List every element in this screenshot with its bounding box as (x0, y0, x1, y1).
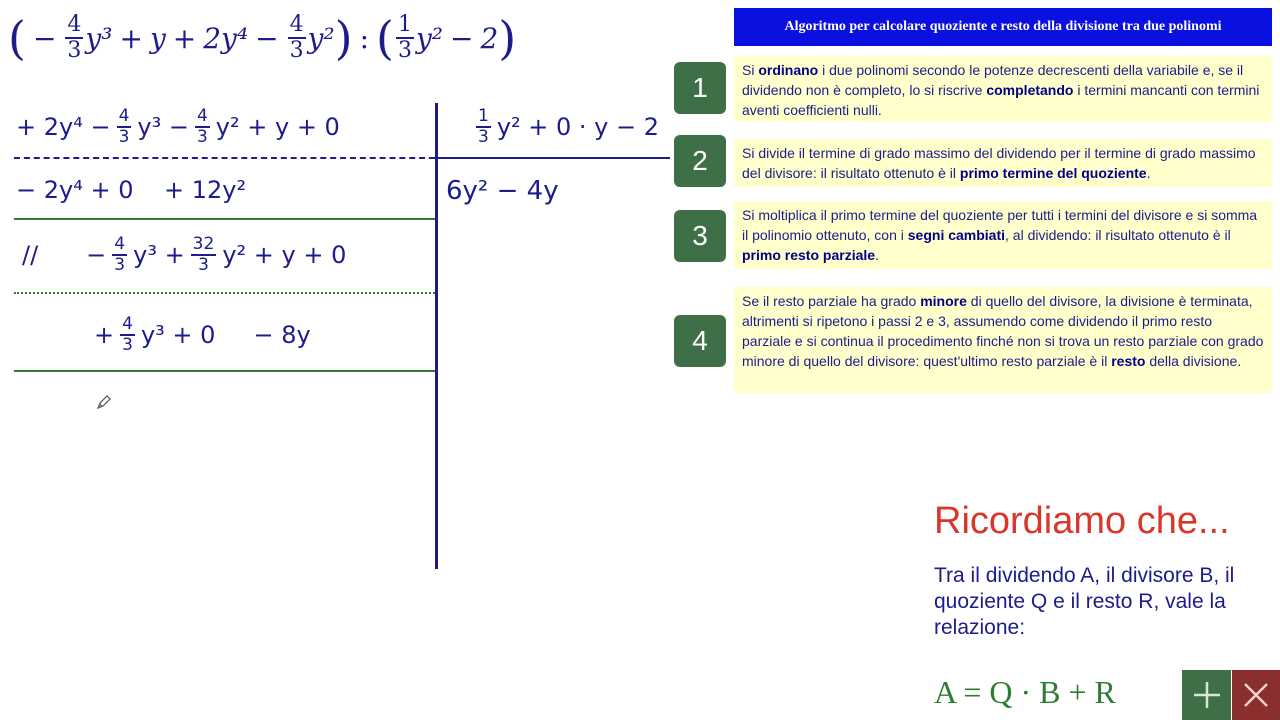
cancel-mark: // (22, 241, 39, 269)
step-3-text: Si moltiplica il primo termine del quoziente per tutti i termini del divisore e si somma il polinomio ottenuto, con i segni cambiati, al dividendo: il risultato ottenuto è il primo resto parziale. (734, 201, 1272, 269)
division-colon: : (359, 21, 369, 55)
division-vertical-line (435, 103, 438, 569)
close-icon (1242, 681, 1270, 709)
quotient: 6y² − 4y (446, 176, 559, 206)
subtraction-line-1 (14, 218, 435, 220)
remember-text: Tra il dividendo A, il divisore B, il quoziente Q e il resto R, vale la relazione: (934, 564, 1235, 639)
dividend-dashed-line (14, 157, 435, 159)
term-y3: y³ (85, 21, 113, 55)
term-y: y (149, 21, 166, 55)
open-paren: ( (8, 11, 26, 65)
partial-remainder-row: // − $\frac{4}{3}$ y³ + $\frac{32}{3}$ y² + y + 0 (22, 234, 347, 275)
step-2-text: Si divide il termine di grado massimo del dividendo per il termine di grado massimo del divisore: il risultato ottenuto è il primo termine del quoziente. (734, 139, 1272, 187)
step-badge-2: 2 (674, 135, 726, 187)
dividend-row: + 2y⁴ − $\frac{4}{3}$ y³ − $\frac{4}{3}$ y² + y + 0 (16, 106, 340, 147)
fraction-1-3: $\frac{1}{3}$ (397, 12, 412, 63)
fraction-4-3: $\frac{4}{3}$ (118, 106, 130, 147)
divisor-underline (437, 157, 670, 159)
minus-sign: − (32, 21, 57, 55)
plus-button[interactable] (1182, 670, 1231, 720)
fraction-4-3: $\frac{4}{3}$ (122, 314, 133, 355)
term-2y4: 2y⁴ (203, 21, 249, 55)
remember-title: Ricordiamo che... (934, 500, 1230, 542)
subtraction-row-1: − 2y⁴ + 0 + 12y² (16, 176, 247, 204)
fraction-32-3: $\frac{32}{3}$ (192, 234, 215, 275)
close-button[interactable] (1232, 670, 1280, 720)
fraction-4-3: $\frac{4}{3}$ (67, 12, 82, 63)
division-formula: A = Q · B + R (934, 674, 1116, 710)
pen-cursor-icon (96, 394, 112, 410)
step-badge-3: 3 (674, 210, 726, 262)
fraction-4-3: $\frac{4}{3}$ (196, 106, 208, 147)
subtraction-line-2 (14, 370, 435, 372)
problem-expression: ( − $\frac{4}{3}$ y³ + y + 2y⁴ − $\frac{4}{3}$ y² ) : ( $\frac{1}{3}$ y² − 2 ) (8, 11, 517, 65)
plus-icon (1192, 680, 1222, 710)
dotted-line (14, 292, 435, 294)
term-y2: y² (307, 21, 335, 55)
subtraction-row-2: + $\frac{4}{3}$ y³ + 0 − 8y (94, 314, 311, 355)
step-1-text: Si ordinano i due polinomi secondo le potenze decrescenti della variabile e, se il dividendo non è completo, lo si riscrive completando i termini mancanti con termini aventi coefficienti nulli. (734, 56, 1272, 122)
step-badge-4: 4 (674, 315, 726, 367)
fraction-4-3: $\frac{4}{3}$ (289, 12, 304, 63)
step-4-text: Se il resto parziale ha grado minore di quello del divisore, la divisione è terminata, altrimenti si ripetono i passi 2 e 3, assumendo come dividendo il primo resto parziale e si continua il procedimento finché non si trova un resto parziale con grado minore di quello del divisore: quest'ultimo resto parziale è il resto della divisione. (734, 287, 1272, 393)
fraction-4-3: $\frac{4}{3}$ (114, 234, 126, 275)
algorithm-title: Algoritmo per calcolare quoziente e resto della divisione tra due polinomi (734, 8, 1272, 46)
step-badge-1: 1 (674, 62, 726, 114)
divisor-row: $\frac{1}{3}$ y² + 0 · y − 2 (478, 106, 660, 147)
fraction-1-3: $\frac{1}{3}$ (478, 106, 489, 147)
